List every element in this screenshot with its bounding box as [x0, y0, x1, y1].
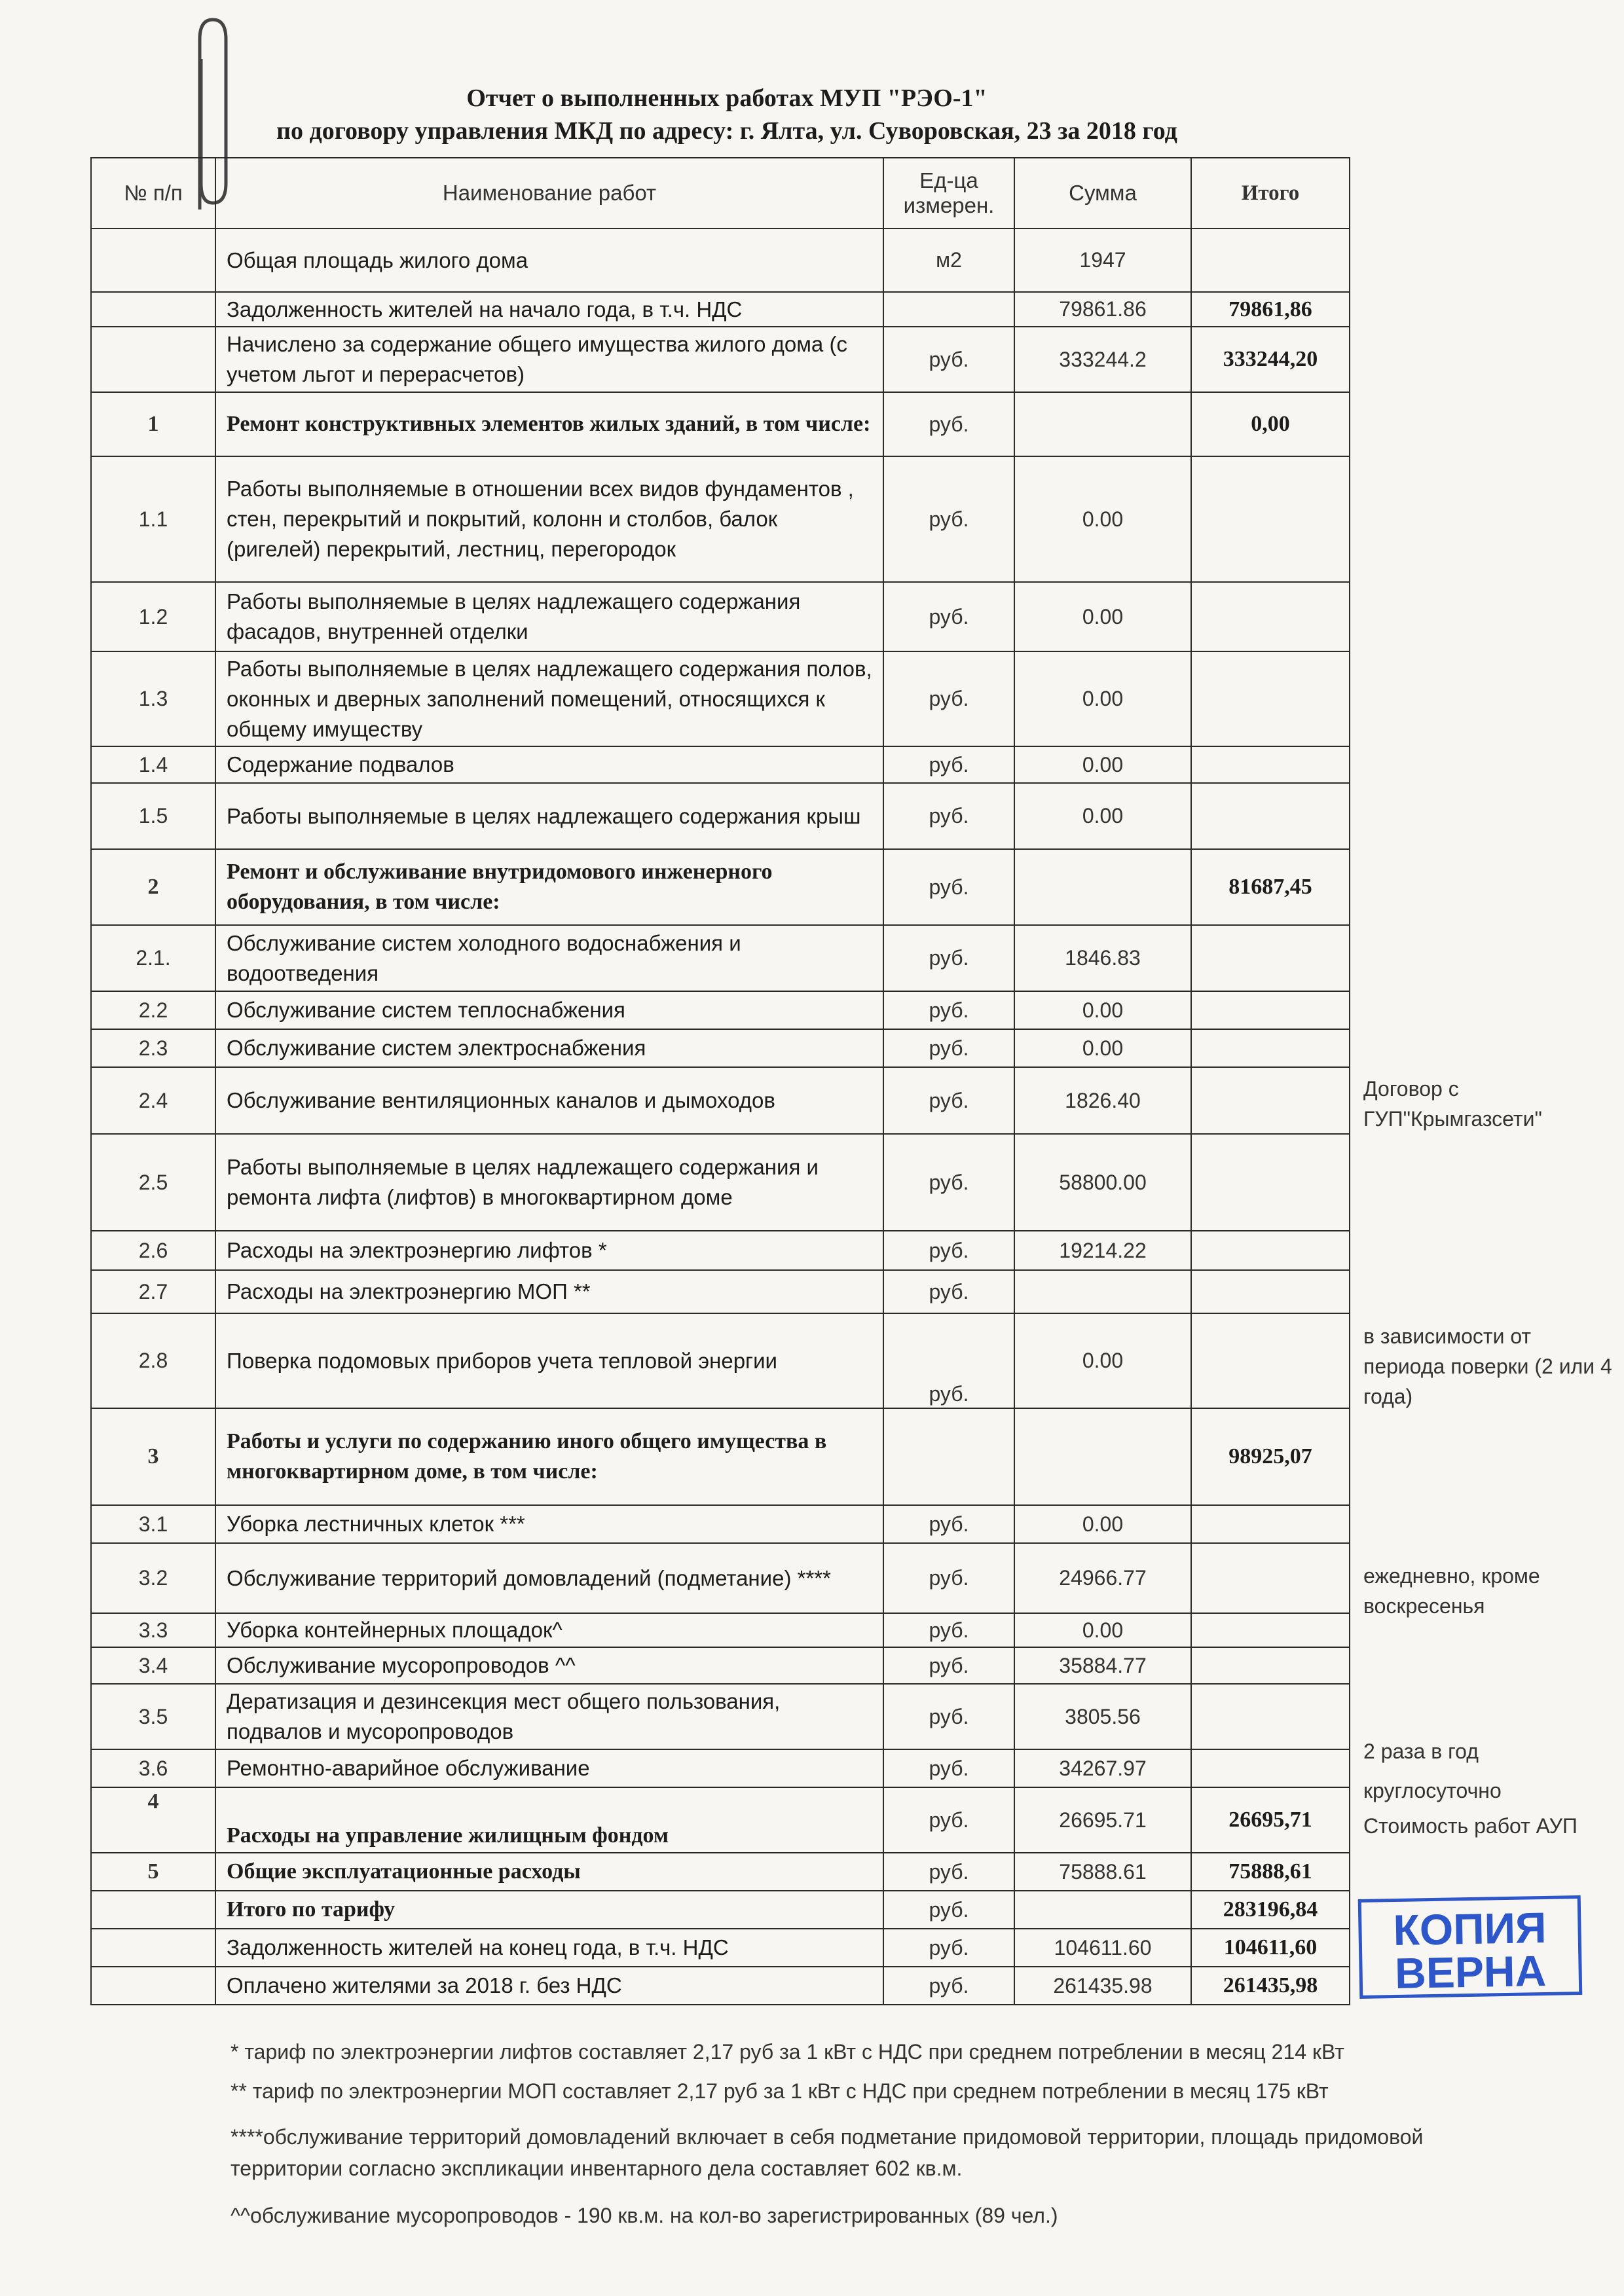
row-unit: руб.	[883, 651, 1014, 746]
works-table	[90, 157, 1350, 2005]
row-num: 1.2	[91, 582, 215, 651]
row-total: 26695,71	[1191, 1787, 1350, 1853]
row-total: 104611,60	[1191, 1929, 1350, 1967]
row-num: 2.4	[91, 1067, 215, 1134]
row-num: 2.2	[91, 991, 215, 1029]
header-total: Итого	[1191, 158, 1350, 228]
table-row	[91, 991, 1350, 1029]
row-sum: 0.00	[1014, 991, 1191, 1029]
row-name: Поверка подомовых приборов учета тепловой энергии	[215, 1313, 883, 1408]
row-num: 3.6	[91, 1749, 215, 1787]
table-row	[91, 1408, 1350, 1505]
row-sum: 1826.40	[1014, 1067, 1191, 1134]
row-name: Содержание подвалов	[215, 746, 883, 783]
row-name: Обслуживание систем теплоснабжения	[215, 991, 883, 1029]
row-name: Уборка контейнерных площадок^	[215, 1613, 883, 1647]
row-total: 261435,98	[1191, 1967, 1350, 2005]
table-row	[91, 1929, 1350, 1967]
table-row	[91, 1891, 1350, 1929]
row-name: Обслуживание систем холодного водоснабжения и водоотведения	[215, 925, 883, 991]
row-sum: 0.00	[1014, 1505, 1191, 1543]
row-total	[1191, 925, 1350, 991]
row-unit: руб.	[883, 1891, 1014, 1929]
row-name: Работы выполняемые в целях надлежащего содержания фасадов, внутренней отделки	[215, 582, 883, 651]
table-row	[91, 746, 1350, 783]
row-num	[91, 228, 215, 292]
row-unit	[883, 1408, 1014, 1505]
row-num: 3.2	[91, 1543, 215, 1613]
row-num	[91, 327, 215, 392]
row-sum	[1014, 1891, 1191, 1929]
table-row	[91, 1853, 1350, 1891]
row-total: 0,00	[1191, 392, 1350, 456]
row-total: 81687,45	[1191, 849, 1350, 925]
row-unit: руб.	[883, 1749, 1014, 1787]
row-sum: 58800.00	[1014, 1134, 1191, 1231]
row-unit: руб.	[883, 582, 1014, 651]
table-row	[91, 1029, 1350, 1067]
row-name: Общая площадь жилого дома	[215, 228, 883, 292]
row-name: Расходы на электроэнергию МОП **	[215, 1270, 883, 1313]
header-unit: Ед-ца измерен.	[883, 158, 1014, 228]
table-row	[91, 1231, 1350, 1270]
row-total	[1191, 746, 1350, 783]
table-row	[91, 1749, 1350, 1787]
row-num	[91, 1891, 215, 1929]
row-unit: руб.	[883, 849, 1014, 925]
row-unit: руб.	[883, 1647, 1014, 1684]
side-note-daily: ежедневно, кроме воскресенья	[1363, 1564, 1540, 1618]
row-num: 2.8	[91, 1313, 215, 1408]
row-num: 3	[91, 1408, 215, 1505]
side-note-gas-contract: Договор с ГУП"Крымгазсети"	[1363, 1077, 1542, 1131]
row-num: 2.1.	[91, 925, 215, 991]
row-unit: руб.	[883, 1270, 1014, 1313]
row-name: Задолженность жителей на начало года, в т.ч. НДС	[215, 292, 883, 327]
row-sum: 1947	[1014, 228, 1191, 292]
table-row	[91, 1270, 1350, 1313]
row-unit: руб.	[883, 1067, 1014, 1134]
row-name: Начислено за содержание общего имущества жилого дома (с учетом льгот и перерасчетов)	[215, 327, 883, 392]
row-num: 1.5	[91, 783, 215, 849]
row-unit: руб.	[883, 1543, 1014, 1613]
table-row	[91, 582, 1350, 651]
row-total: 75888,61	[1191, 1853, 1350, 1891]
table-row	[91, 783, 1350, 849]
row-num: 1.3	[91, 651, 215, 746]
row-sum: 1846.83	[1014, 925, 1191, 991]
row-unit: руб.	[883, 1231, 1014, 1270]
row-unit: руб.	[883, 783, 1014, 849]
row-num: 5	[91, 1853, 215, 1891]
row-total	[1191, 1067, 1350, 1134]
side-note-aup: Стоимость работ АУП	[1363, 1814, 1578, 1838]
row-total	[1191, 228, 1350, 292]
row-sum	[1014, 392, 1191, 456]
side-note-twice-year: 2 раза в год	[1363, 1740, 1479, 1763]
row-sum: 0.00	[1014, 783, 1191, 849]
row-sum: 0.00	[1014, 1029, 1191, 1067]
row-unit: м2	[883, 228, 1014, 292]
row-sum: 0.00	[1014, 746, 1191, 783]
row-num: 1	[91, 392, 215, 456]
row-num: 3.4	[91, 1647, 215, 1684]
row-name: Работы выполняемые в целях надлежащего содержания полов, оконных и дверных заполнений помещений, относящихся к общему имуществу	[215, 651, 883, 746]
table-row	[91, 925, 1350, 991]
table-row	[91, 1967, 1350, 2005]
row-num: 2.7	[91, 1270, 215, 1313]
row-num: 2	[91, 849, 215, 925]
row-total: 98925,07	[1191, 1408, 1350, 1505]
footnote-garbage-chutes: ^^обслуживание мусоропроводов - 190 кв.м. на кол-во зарегистрированных (89 чел.)	[231, 2204, 1058, 2227]
row-sum	[1014, 1270, 1191, 1313]
row-unit: руб.	[883, 746, 1014, 783]
row-name: Дератизация и дезинсекция мест общего пользования, подвалов и мусоропроводов	[215, 1684, 883, 1749]
copy-verified-stamp	[1358, 1895, 1583, 1999]
table-row	[91, 651, 1350, 746]
row-unit: руб.	[883, 1967, 1014, 2005]
row-sum: 0.00	[1014, 651, 1191, 746]
row-unit: руб.	[883, 1929, 1014, 1967]
side-note-verification: в зависимости от периода поверки (2 или 4 года)	[1363, 1324, 1612, 1408]
report-subtitle: по договору управления МКД по адресу: г. Ялта, ул. Суворовская, 23 за 2018 год	[276, 117, 1177, 145]
row-total: 79861,86	[1191, 292, 1350, 327]
row-unit: руб.	[883, 1613, 1014, 1647]
row-sum: 0.00	[1014, 1613, 1191, 1647]
row-sum: 333244.2	[1014, 327, 1191, 392]
row-unit: руб.	[883, 392, 1014, 456]
row-unit: руб.	[883, 925, 1014, 991]
row-total	[1191, 1313, 1350, 1408]
footnote-lift-energy: * тариф по электроэнергии лифтов составляет 2,17 руб за 1 кВт с НДС при среднем потреблении в месяц 214 кВт	[231, 2040, 1344, 2064]
row-total	[1191, 456, 1350, 582]
row-name: Ремонт конструктивных элементов жилых зданий, в том числе:	[215, 392, 883, 456]
row-num: 2.5	[91, 1134, 215, 1231]
report-title: Отчет о выполненных работах МУП "РЭО-1"	[466, 84, 987, 112]
footnote-territory: ****обслуживание территорий домовладений включает в себя подметание придомовой территории, площадь придомовой территории согласно экспликации инвентарного дела составляет 602 кв.м.	[231, 2125, 1424, 2180]
row-unit: руб.	[883, 1134, 1014, 1231]
row-num	[91, 1967, 215, 2005]
row-num	[91, 292, 215, 327]
row-unit	[883, 292, 1014, 327]
row-name: Работы выполняемые в целях надлежащего содержания и ремонта лифта (лифтов) в многоквартирном доме	[215, 1134, 883, 1231]
row-sum: 79861.86	[1014, 292, 1191, 327]
row-unit: руб.	[883, 456, 1014, 582]
row-name: Работы и услуги по содержанию иного общего имущества в многоквартирном доме, в том числе:	[215, 1408, 883, 1505]
row-name: Ремонтно-аварийное обслуживание	[215, 1749, 883, 1787]
row-total: 333244,20	[1191, 327, 1350, 392]
table-row	[91, 1134, 1350, 1231]
row-sum: 35884.77	[1014, 1647, 1191, 1684]
table-row	[91, 1647, 1350, 1684]
row-total	[1191, 651, 1350, 746]
row-sum: 34267.97	[1014, 1749, 1191, 1787]
row-name: Расходы на управление жилищным фондом	[215, 1787, 883, 1853]
row-name: Работы выполняемые в отношении всех видов фундаментов , стен, перекрытий и покрытий, колонн и столбов, балок (ригелей) перекрытий, лестниц, перегородок	[215, 456, 883, 582]
stamp-line2: ВЕРНА	[1394, 1946, 1547, 1998]
row-sum: 0.00	[1014, 1313, 1191, 1408]
row-num: 3.1	[91, 1505, 215, 1543]
header-num: № п/п	[91, 158, 215, 228]
row-total	[1191, 1613, 1350, 1647]
row-name: Расходы на электроэнергию лифтов *	[215, 1231, 883, 1270]
table-row	[91, 1684, 1350, 1749]
table-row	[91, 1313, 1350, 1408]
row-total	[1191, 783, 1350, 849]
row-name: Итого по тарифу	[215, 1891, 883, 1929]
row-sum: 104611.60	[1014, 1929, 1191, 1967]
row-sum	[1014, 849, 1191, 925]
table-header-row	[91, 158, 1350, 228]
row-unit: руб.	[883, 327, 1014, 392]
row-num: 1.4	[91, 746, 215, 783]
row-num: 2.3	[91, 1029, 215, 1067]
side-note-round-clock: круглосуточно	[1363, 1779, 1502, 1802]
row-name: Ремонт и обслуживание внутридомового инженерного оборудования, в том числе:	[215, 849, 883, 925]
table-row	[91, 456, 1350, 582]
row-sum	[1014, 1408, 1191, 1505]
row-total	[1191, 1543, 1350, 1613]
row-unit: руб.	[883, 1313, 1014, 1408]
row-total	[1191, 582, 1350, 651]
row-total	[1191, 1505, 1350, 1543]
row-total: 283196,84	[1191, 1891, 1350, 1929]
table-row	[91, 292, 1350, 327]
row-total	[1191, 1270, 1350, 1313]
row-total	[1191, 1684, 1350, 1749]
row-unit: руб.	[883, 1684, 1014, 1749]
row-unit: руб.	[883, 991, 1014, 1029]
row-name: Общие эксплуатационные расходы	[215, 1853, 883, 1891]
table-row	[91, 1543, 1350, 1613]
stamp-line1: КОПИЯ	[1392, 1903, 1547, 1955]
row-total	[1191, 1029, 1350, 1067]
table-row	[91, 1505, 1350, 1543]
row-name: Уборка лестничных клеток ***	[215, 1505, 883, 1543]
table-row	[91, 1613, 1350, 1647]
row-total	[1191, 1647, 1350, 1684]
table-row	[91, 327, 1350, 392]
row-sum: 261435.98	[1014, 1967, 1191, 2005]
table-row	[91, 1067, 1350, 1134]
row-total	[1191, 1749, 1350, 1787]
row-sum: 19214.22	[1014, 1231, 1191, 1270]
row-sum: 3805.56	[1014, 1684, 1191, 1749]
table-row	[91, 228, 1350, 292]
row-name: Оплачено жителями за 2018 г. без НДС	[215, 1967, 883, 2005]
row-num	[91, 1929, 215, 1967]
row-name: Задолженность жителей на конец года, в т.ч. НДС	[215, 1929, 883, 1967]
row-total	[1191, 991, 1350, 1029]
row-num: 1.1	[91, 456, 215, 582]
row-name: Работы выполняемые в целях надлежащего содержания крыш	[215, 783, 883, 849]
row-num: 2.6	[91, 1231, 215, 1270]
row-unit: руб.	[883, 1505, 1014, 1543]
table-row	[91, 849, 1350, 925]
row-name: Обслуживание мусоропроводов ^^	[215, 1647, 883, 1684]
row-name: Обслуживание систем электроснабжения	[215, 1029, 883, 1067]
row-name: Обслуживание вентиляционных каналов и дымоходов	[215, 1067, 883, 1134]
row-total	[1191, 1231, 1350, 1270]
row-unit: руб.	[883, 1787, 1014, 1853]
row-sum: 0.00	[1014, 456, 1191, 582]
row-sum: 0.00	[1014, 582, 1191, 651]
row-num: 4	[91, 1787, 215, 1853]
table-row	[91, 392, 1350, 456]
header-sum: Сумма	[1014, 158, 1191, 228]
row-sum: 75888.61	[1014, 1853, 1191, 1891]
row-unit: руб.	[883, 1029, 1014, 1067]
footnote-mop-energy: ** тариф по электроэнергии МОП составляет 2,17 руб за 1 кВт с НДС при среднем потреблении в месяц 175 кВт	[231, 2079, 1329, 2103]
row-num: 3.5	[91, 1684, 215, 1749]
table-row	[91, 1787, 1350, 1853]
row-num: 3.3	[91, 1613, 215, 1647]
header-name: Наименование работ	[215, 158, 883, 228]
row-unit: руб.	[883, 1853, 1014, 1891]
row-sum: 26695.71	[1014, 1787, 1191, 1853]
row-name: Обслуживание территорий домовладений (подметание) ****	[215, 1543, 883, 1613]
row-sum: 24966.77	[1014, 1543, 1191, 1613]
row-total	[1191, 1134, 1350, 1231]
